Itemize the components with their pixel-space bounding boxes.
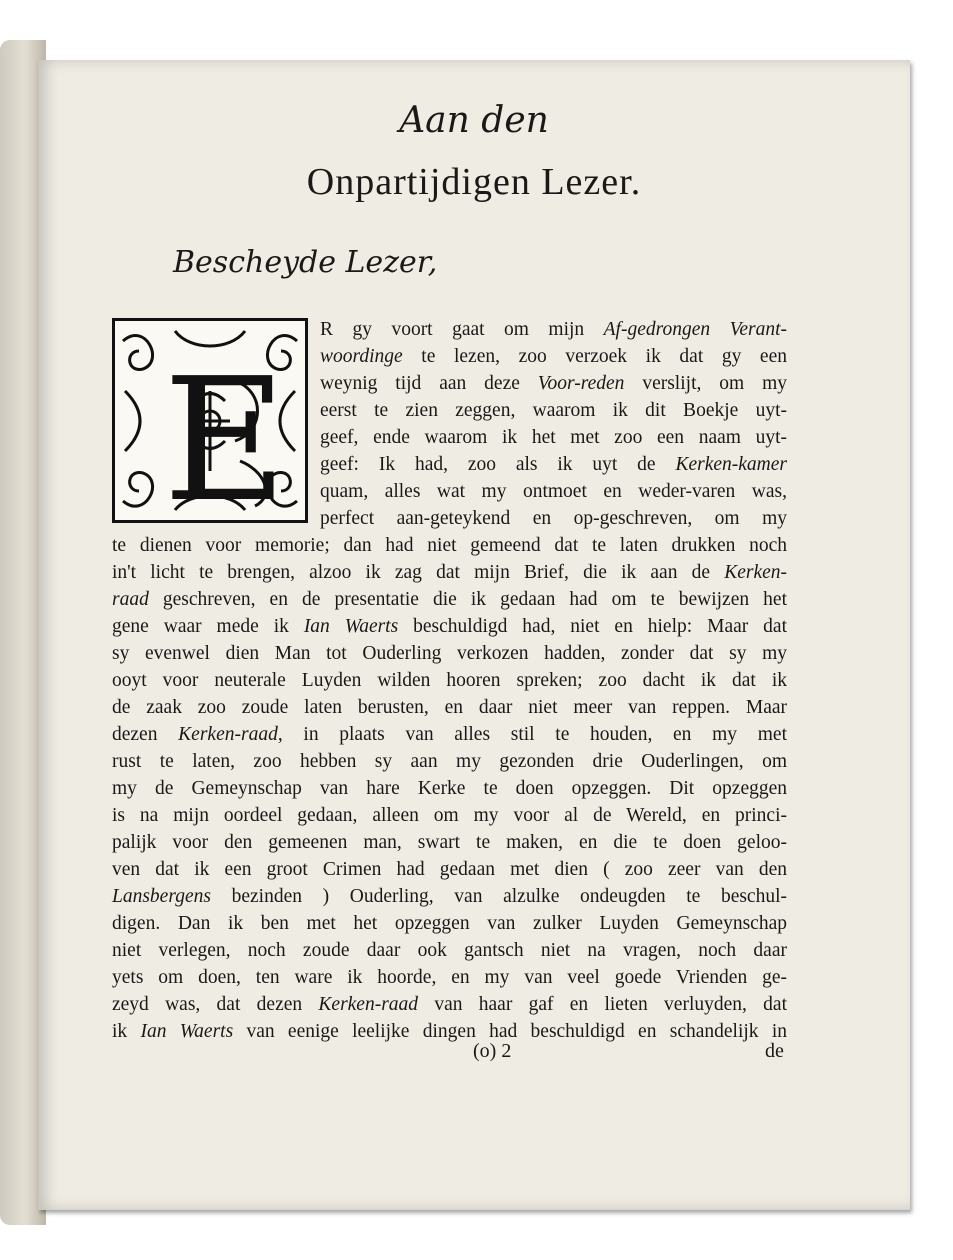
- text-segment: Voor-reden: [537, 373, 625, 394]
- text-segment: is na mijn oordeel gedaan, alleen om my voor al de Wereld, en princi-: [112, 805, 787, 826]
- text-line: [112, 775, 787, 802]
- text-segment: raad: [112, 589, 149, 610]
- text-segment: gene waar mede ik: [112, 616, 304, 637]
- text-segment: Kerken-kamer: [675, 454, 787, 475]
- text-segment: beschuldigd had, niet en hielp: Maar dat: [398, 616, 787, 637]
- text-segment: dezen: [112, 724, 179, 745]
- text-line: [112, 613, 787, 640]
- text-segment: in't licht te brengen, alzoo ik zag dat mijn Brief, die ik aan de: [112, 562, 725, 583]
- text-line: [112, 397, 787, 424]
- text-line: [112, 829, 787, 856]
- text-line: [112, 316, 787, 343]
- body-text: [112, 316, 787, 1045]
- text-segment: quam, alles wat my ontmoet en weder-varen was,: [320, 481, 787, 502]
- text-segment: , in plaats van alles stil te houden, en my met: [277, 724, 787, 745]
- text-segment: geef: Ik had, zoo als ik uyt de: [320, 454, 676, 475]
- text-line: [112, 748, 787, 775]
- text-line: [112, 964, 787, 991]
- text-segment: woordinge: [320, 346, 403, 367]
- text-segment: yets om doen, ten ware ik hoorde, en my van veel goede Vrienden ge-: [112, 967, 787, 988]
- text-segment: Kerken-raad: [178, 724, 278, 745]
- text-segment: de zaak zoo zoude laten berusten, en daar niet meer van reppen. Maar: [112, 697, 787, 718]
- text-line: [112, 559, 787, 586]
- salutation: Bescheyde Lezer,: [173, 245, 438, 280]
- text-segment: van haar gaf en lieten verluyden, dat: [418, 994, 787, 1015]
- text-line: [112, 451, 787, 478]
- text-segment: Af-gedrongen Verant-: [603, 319, 787, 340]
- text-line: [112, 532, 787, 559]
- text-segment: zeyd was, dat dezen: [112, 994, 319, 1015]
- text-line: [112, 343, 787, 370]
- signature-mark: (o) 2: [473, 1040, 512, 1062]
- heading-line-1: Aan den: [399, 100, 549, 141]
- page-title: Onpartijdigen Lezer.: [306, 161, 642, 203]
- text-line: [112, 883, 787, 910]
- text-line: [112, 478, 787, 505]
- text-line: [112, 586, 787, 613]
- text-segment: verslijt, om my: [624, 373, 787, 394]
- text-segment: ven dat ik een groot Crimen had gedaan met dien ( zoo zeer van den: [112, 859, 787, 880]
- text-segment: Ian Waerts: [303, 616, 399, 637]
- text-segment: bezinden ) Ouderling, van alzulke ondeugden te beschul-: [210, 886, 787, 907]
- text-segment: rust te laten, zoo hebben sy aan my gezonden drie Ouderlingen, om: [112, 751, 787, 772]
- text-line: [112, 640, 787, 667]
- text-line: [112, 721, 787, 748]
- book-page: [38, 60, 910, 1210]
- text-segment: Kerken-: [724, 562, 787, 583]
- text-segment: R gy voort gaat om mijn: [320, 319, 604, 340]
- text-segment: my de Gemeynschap van hare Kerke te doen opzeggen. Dit opzeggen: [112, 778, 787, 799]
- text-segment: weynig tijd aan deze: [320, 373, 538, 394]
- text-segment: perfect aan-geteykend en op-geschreven, om my: [320, 508, 787, 529]
- catchword: de: [765, 1040, 784, 1062]
- text-line: [112, 802, 787, 829]
- text-segment: geef, ende waarom ik het met zoo een naam uyt-: [320, 427, 787, 448]
- text-segment: Ian Waerts: [140, 1021, 234, 1042]
- text-segment: te lezen, zoo verzoek ik dat gy een: [402, 346, 787, 367]
- text-segment: van eenige leelijke dingen had beschuldigd en schandelijk in: [233, 1021, 787, 1042]
- text-segment: sy evenwel dien Man tot Ouderling verkozen hadden, zonder dat sy my: [112, 643, 787, 664]
- initial-letter: E: [163, 342, 288, 520]
- text-line: [112, 694, 787, 721]
- text-segment: te dienen voor memorie; dan had niet gemeend dat te laten drukken noch: [112, 535, 787, 556]
- text-line: [112, 505, 787, 532]
- text-segment: palijk voor den gemeenen man, swart te maken, en die te doen geloo-: [112, 832, 787, 853]
- text-line: [112, 424, 787, 451]
- text-line: [112, 937, 787, 964]
- text-line: [112, 856, 787, 883]
- text-segment: niet verlegen, noch zoude daar ook gantsch niet na vragen, noch daar: [112, 940, 787, 961]
- text-line: [112, 1018, 787, 1045]
- text-line: [112, 370, 787, 397]
- text-segment: eerst te zien zeggen, waarom ik dit Boekje uyt-: [320, 400, 787, 421]
- text-line: [112, 910, 787, 937]
- text-segment: ooyt voor neuterale Luyden wilden hooren spreken; zoo dacht ik dat ik: [112, 670, 787, 691]
- text-segment: Lansbergens: [112, 886, 211, 907]
- text-segment: digen. Dan ik ben met het opzeggen van zulker Luyden Gemeynschap: [112, 913, 787, 934]
- text-segment: ik: [112, 1021, 141, 1042]
- text-line: [112, 991, 787, 1018]
- text-line: [112, 667, 787, 694]
- text-segment: Kerken-raad: [318, 994, 419, 1015]
- text-segment: geschreven, en de presentatie die ik gedaan had om te bewijzen het: [148, 589, 787, 610]
